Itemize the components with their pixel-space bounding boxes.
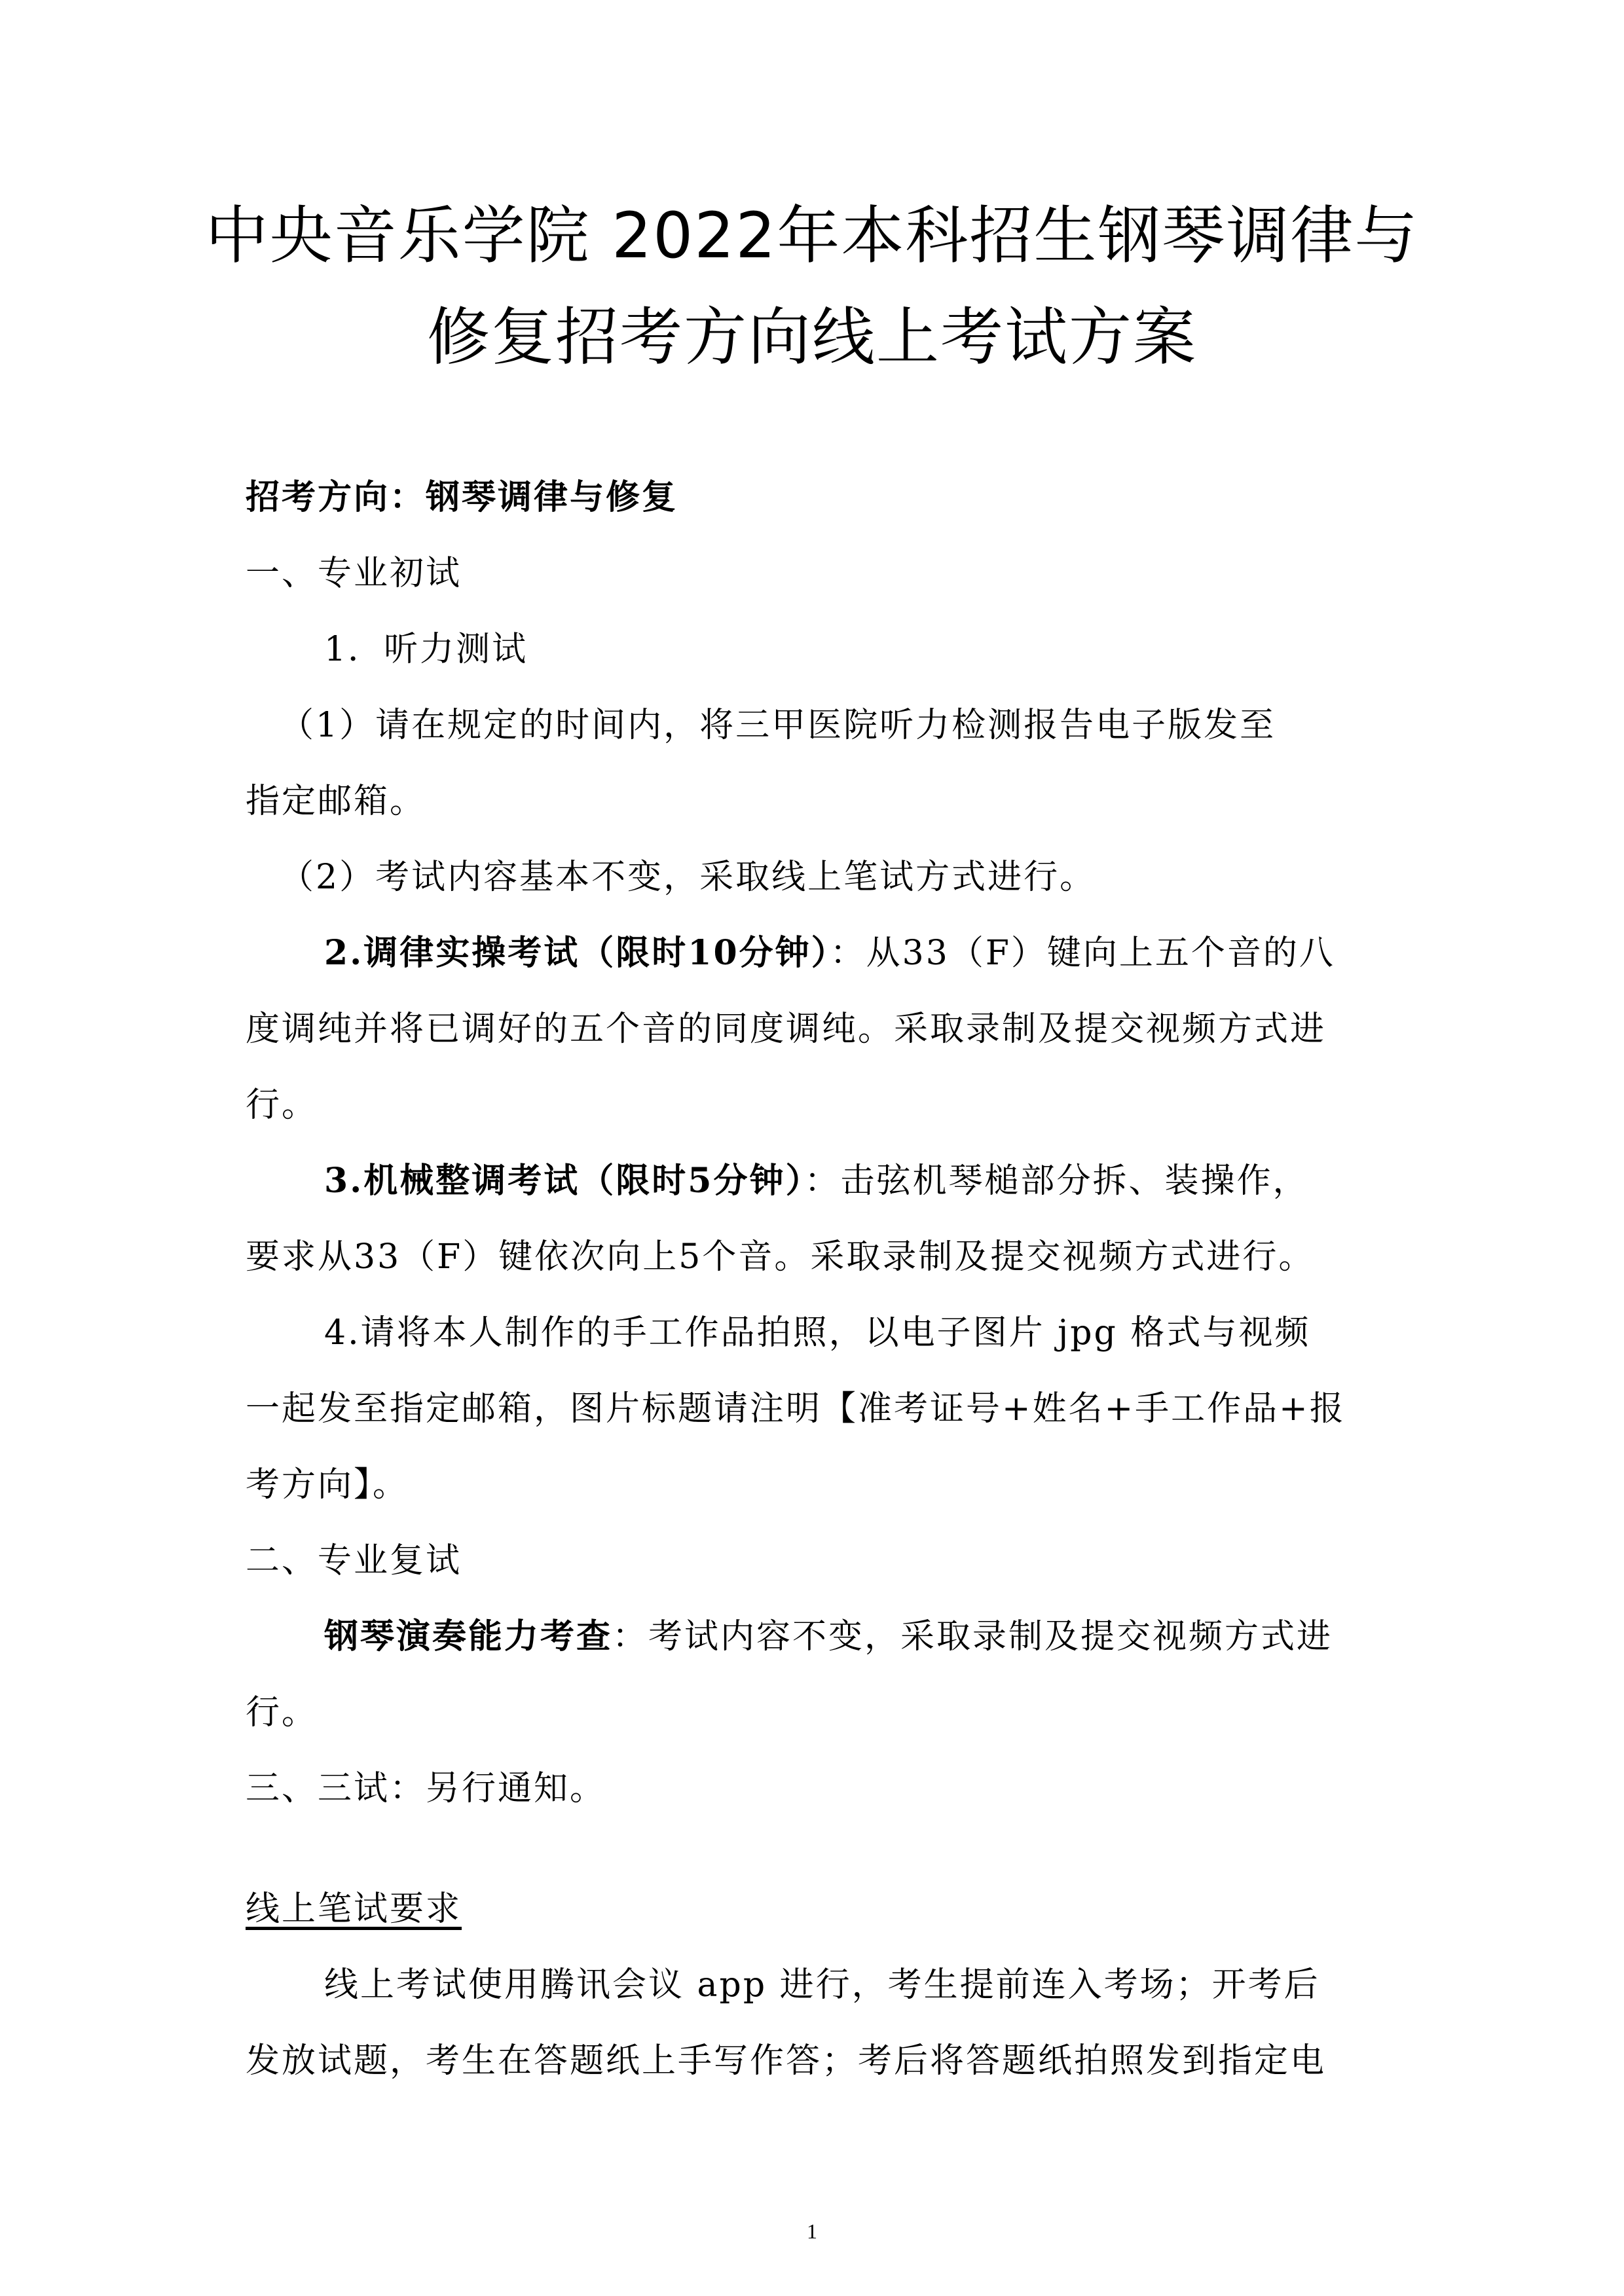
item-2-text: ：从33（F）键向上五个音的八 (830, 934, 1335, 973)
item-4-line-1: 4.请将本人制作的手工作品拍照，以电子图片 jpg 格式与视频 (324, 1313, 1311, 1353)
item-3-line-2: 要求从33（F）键依次向上5个音。采取录制及提交视频方式进行。 (246, 1237, 1315, 1277)
item-1-heading: 1．听力测试 (324, 630, 528, 669)
section-2-text: ：考试内容不变，采取录制及提交视频方式进 (612, 1617, 1333, 1656)
online-exam-line-1: 线上考试使用腾讯会议 app 进行，考生提前连入考场；开考后 (324, 1965, 1320, 2005)
section-2-line-1 (324, 1599, 1333, 1675)
item-1-sub-1-line-2: 指定邮箱。 (246, 782, 426, 821)
online-exam-heading: 线上笔试要求 (246, 1889, 462, 1929)
item-3-bold: 3.机械整调考试（限时5分钟） (324, 1161, 805, 1201)
item-2-bold: 2.调律实操考试（限时10分钟） (324, 933, 830, 973)
item-3-line-1 (324, 1143, 1308, 1219)
item-4-line-2: 一起发至指定邮箱，图片标题请注明【准考证号+姓名+手工作品+报 (246, 1389, 1346, 1429)
item-1-sub-1-line-1: （1）请在规定的时间内，将三甲医院听力检测报告电子版发至 (280, 706, 1276, 745)
section-2-heading: 二、专业复试 (246, 1541, 462, 1580)
item-2-line-3: 行。 (246, 1085, 318, 1125)
section-2-bold: 钢琴演奏能力考查 (324, 1616, 613, 1656)
item-3-text: ：击弦机琴槌部分拆、装操作， (804, 1161, 1309, 1201)
exam-direction: 招考方向：钢琴调律与修复 (246, 478, 678, 517)
document-title-line-1: 中央音乐学院 2022年本科招生钢琴调律与 (205, 199, 1419, 272)
item-2-line-1 (324, 915, 1335, 991)
item-4-line-3: 考方向】。 (246, 1465, 409, 1504)
page-number: 1 (807, 2219, 817, 2243)
section-1-heading: 一、专业初试 (246, 554, 462, 593)
section-3-heading: 三、三试：另行通知。 (246, 1769, 606, 1808)
online-exam-line-2: 发放试题，考生在答题纸上手写作答；考后将答题纸拍照发到指定电 (246, 2041, 1327, 2081)
item-2-line-2: 度调纯并将已调好的五个音的同度调纯。采取录制及提交视频方式进 (246, 1010, 1327, 1049)
document-title-line-2: 修复招考方向线上考试方案 (427, 301, 1197, 374)
item-1-sub-2: （2）考试内容基本不变，采取线上笔试方式进行。 (280, 858, 1096, 897)
section-2-line-2: 行。 (246, 1693, 318, 1732)
